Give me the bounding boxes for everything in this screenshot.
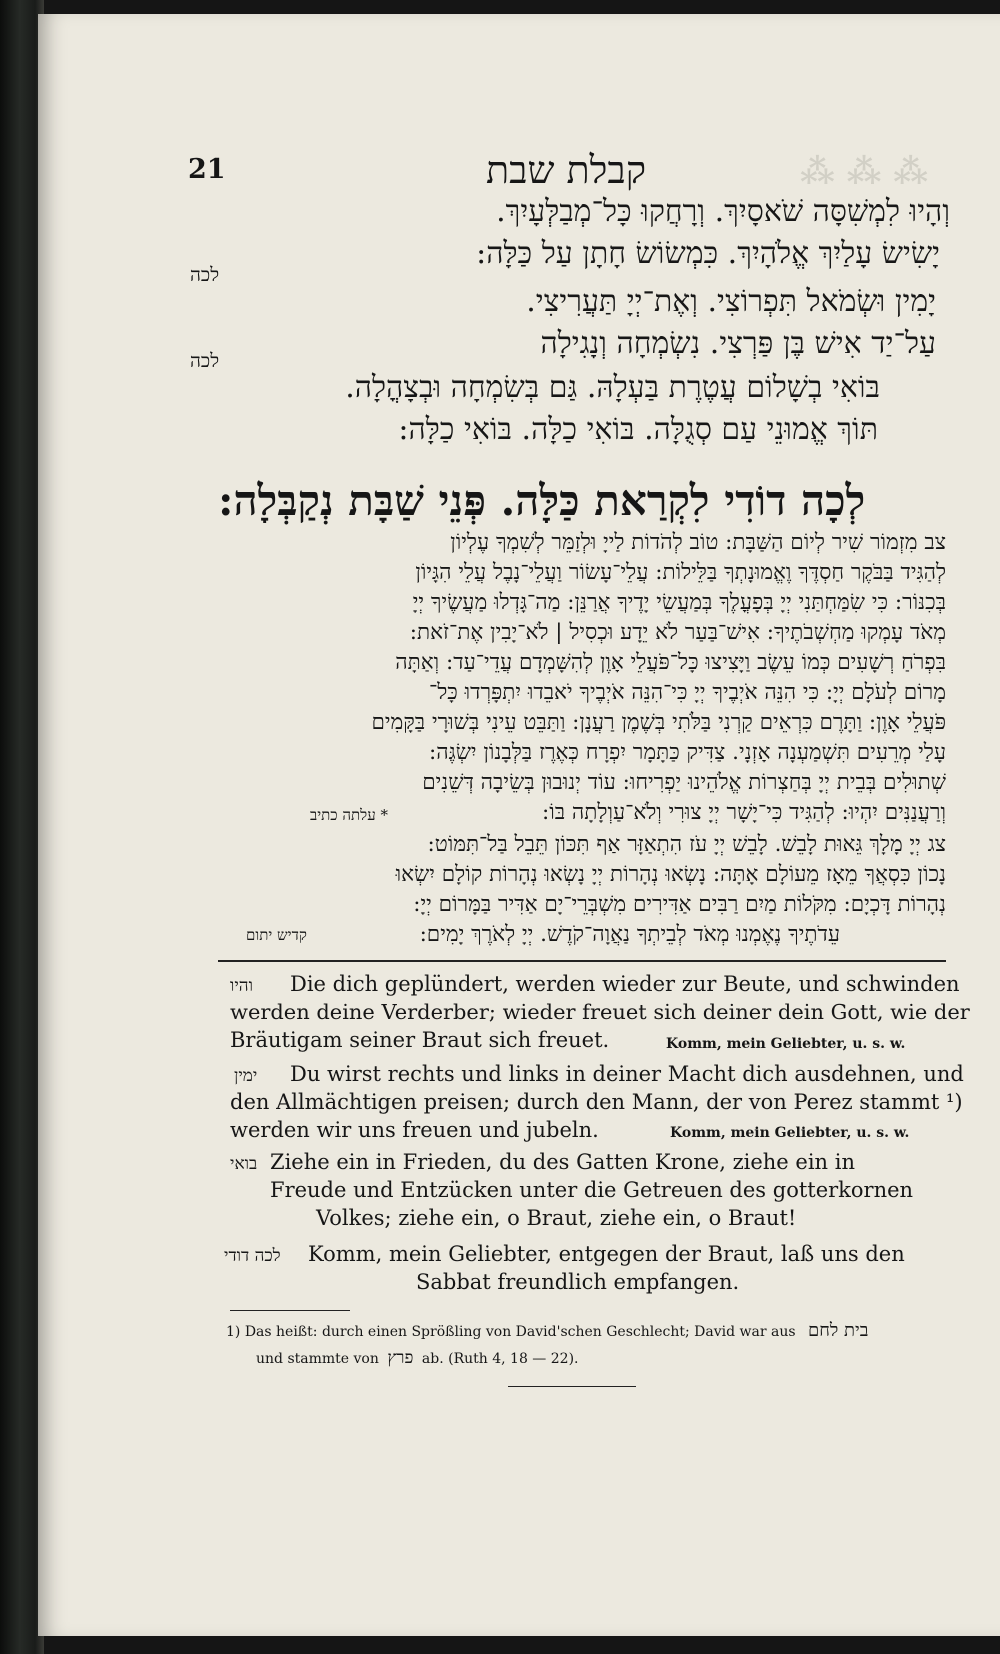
poem-line: בּוֹאִי בְשָׁלוֹם עֲטֶרֶת בַּעְלָהּ. גַּם בְּשִׂמְחָה וּבְצָהֳלָה. bbox=[345, 370, 880, 405]
section-divider bbox=[218, 960, 946, 962]
translation-heb-head: ימין bbox=[234, 1066, 258, 1086]
translation-line: Komm, mein Geliebter, entgegen der Braut, laß uns den bbox=[308, 1242, 905, 1266]
refrain-line: לְכָה דוֹדִי לִקְרַאת כַּלָּה. פְּנֵי שַׁבָּת נְקַבְּלָה: bbox=[218, 476, 866, 525]
poem-line: יָמִין וּשְׂמֹאל תִּפְרוֹצִי. וְאֶת־יְיָ תַּעֲרִיצִי. bbox=[526, 284, 936, 319]
book-page bbox=[38, 14, 1000, 1636]
footnote-hebrew: בית לחם bbox=[808, 1320, 869, 1341]
translation-line: Die dich geplündert, werden wieder zur Beute, und schwinden bbox=[290, 972, 960, 996]
psalm-line: בִּפְרֹחַ רְשָׁעִים כְּמוֹ עֵשֶׂב וַיָּצִיצוּ כָּל־פֹּעֲלֵי אָוֶן לְהִשָּׁמְדָם עֲדֵי־עַד: וְאַתָּה bbox=[395, 650, 946, 675]
poem-line: וְהָיוּ לִמְשִׁסָּה שֹׁאסָיִךְ. וְרָחֲקוּ כָּל־מְבַלְּעָיִךְ. bbox=[496, 194, 950, 229]
psalm-margin-note: * עלתה כתיב bbox=[310, 806, 388, 824]
refrain-note: Komm, mein Geliebter, u. s. w. bbox=[666, 1036, 906, 1052]
translation-heb-head: והיו bbox=[230, 976, 253, 996]
poem-line: תּוֹךְ אֱמוּנֵי עַם סְגֻלָּה. בּוֹאִי כַלָּה. בּוֹאִי כַלָּה: bbox=[398, 412, 878, 447]
psalm-line: מְאֹד עָמְקוּ מַחְשְׁבֹתֶיךָ: אִישׁ־בַּעַר לֹא יֵדָע וּכְסִיל | לֹא־יָבִין אֶת־זֹאת: bbox=[409, 620, 946, 645]
footnote-text bbox=[256, 1348, 578, 1368]
footnote-divider bbox=[230, 1310, 350, 1311]
psalm-line: וְרַעֲנַנִּים יִהְיוּ: לְהַגִּיד כִּי־יָשָׁר יְיָ צוּרִי וְלֹא־עַוְלָתָה בּוֹ: bbox=[541, 800, 946, 825]
poem-side-label: לכה bbox=[190, 264, 220, 286]
psalm-line: צג יְיָ מָלָךְ גֵּאוּת לָבֵשׁ. לָבֵשׁ יְיָ עֹז הִתְאַזָּר אַף תִּכּוֹן תֵּבֵל בַּל־תִּמּוֹט: bbox=[427, 832, 946, 857]
psalm-line: עָלַי מְרֵעִים תִּשְׁמַעְנָה אָזְנָי. צַדִּיק כַּתָּמָר יִפְרָח כְּאֶרֶז בַּלְּבָנוֹן יִשְׂגֶּה: bbox=[428, 740, 946, 765]
end-divider bbox=[508, 1386, 636, 1387]
footnote-line2b: ab. (Ruth 4, 18 — 22). bbox=[421, 1351, 579, 1367]
running-head: קבלת שבת bbox=[486, 148, 647, 192]
psalm-line: פֹּעֲלֵי אָוֶן: וַתָּרֶם כִּרְאֵים קַרְנִי בַּלֹּתִי בְּשֶׁמֶן רַעֲנָן: וַתַּבֵּט עֵינִי בְּשׁוּרָי בַּקָּמִים bbox=[371, 710, 946, 735]
poem-side-label: לכה bbox=[190, 350, 220, 372]
refrain-note: Komm, mein Geliebter, u. s. w. bbox=[670, 1125, 910, 1141]
footnote-text bbox=[226, 1320, 868, 1341]
footnote-line2a: und stammte von bbox=[256, 1351, 379, 1367]
psalm-line: בְּכִנּוֹר: כִּי שִׂמַּחְתַּנִי יְיָ בְּפָעֳלֶךָ בְּמַעֲשֵׂי יָדֶיךָ אֲרַנֵּן: מַה־גָּדְלוּ מַעֲשֶׂיךָ יְיָ bbox=[412, 590, 946, 615]
psalm-end-note: קדיש יתום bbox=[246, 926, 307, 944]
translation-line: Ziehe ein in Frieden, du des Gatten Krone, ziehe ein in bbox=[270, 1150, 855, 1174]
poem-line: יָשִׂישׂ עָלַיִךְ אֱלֹהָיִךְ. כִּמְשׂוֹשׂ חָתָן עַל כַּלָּה: bbox=[476, 236, 940, 271]
psalm-line: מָרוֹם לְעֹלָם יְיָ: כִּי הִנֵּה אֹיְבֶיךָ יְיָ כִּי־הִנֵּה אֹיְבֶיךָ יֹאבֵדוּ יִתְפָּרְדוּ כָּל־ bbox=[428, 680, 946, 705]
translation-line: Volkes; ziehe ein, o Braut, ziehe ein, o Braut! bbox=[316, 1206, 797, 1230]
show-through-text: ⁂ ⁂ ⁂ bbox=[799, 152, 928, 192]
translation-line: Du wirst rechts und links in deiner Macht dich ausdehnen, und bbox=[290, 1062, 964, 1086]
translation-heb-head: בואי bbox=[230, 1154, 258, 1174]
page-number: 21 bbox=[188, 154, 226, 185]
footnote-line1: 1) Das heißt: durch einen Sprößling von David'schen Geschlecht; David war aus bbox=[226, 1324, 796, 1340]
translation-line: Sabbat freundlich empfangen. bbox=[416, 1270, 740, 1294]
psalm-line: נְהָרוֹת דָּכְיָם: מִקֹּלוֹת מַיִם רַבִּים אַדִּירִים מִשְׁבְּרֵי־יָם אַדִּיר בַּמָּרוֹם יְיָ: bbox=[413, 892, 946, 917]
translation-heb-head: לכה דודי bbox=[224, 1246, 281, 1266]
psalm-line: נָכוֹן כִּסְאֲךָ מֵאָז מֵעוֹלָם אָתָּה: נָשְׂאוּ נְהָרוֹת יְיָ נָשְׂאוּ נְהָרוֹת קוֹלָם יִשְׂאוּ bbox=[395, 862, 946, 887]
translation-line: Freude und Entzücken unter die Getreuen des gotterkornen bbox=[270, 1178, 914, 1202]
poem-line: עַל־יַד אִישׁ בֶּן פַּרְצִי. נִשְׂמְחָה וְנָגִילָה bbox=[540, 326, 936, 361]
translation-line: den Allmächtigen preisen; durch den Mann, der von Perez stammt ¹) bbox=[230, 1090, 963, 1114]
psalm-line: לְהַגִּיד בַּבֹּקֶר חַסְדֶּךָ וֶאֱמוּנָתְךָ בַּלֵּילוֹת: עֲלֵי־עָשׂוֹר וַעֲלֵי־נָבֶל עֲלֵי הִגָּיוֹן bbox=[415, 560, 946, 585]
translation-line: werden wir uns freuen und jubeln. bbox=[230, 1118, 599, 1142]
translation-line: Bräutigam seiner Braut sich freuet. bbox=[230, 1028, 610, 1052]
psalm-line: עֵדֹתֶיךָ נֶאֶמְנוּ מְאֹד לְבֵיתְךָ נַאֲוָה־קֹדֶשׁ. יְיָ לְאֹרֶךְ יָמִים: bbox=[419, 922, 840, 947]
translation-line: werden deine Verderber; wieder freuet sich deiner dein Gott, wie der bbox=[230, 1000, 970, 1024]
footnote-hebrew: פרץ bbox=[387, 1348, 414, 1368]
psalm-line: צב מִזְמוֹר שִׁיר לְיוֹם הַשַּׁבָּת: טוֹב לְהֹדוֹת לַייָ וּלְזַמֵּר לְשִׁמְךָ עֶלְיוֹן bbox=[450, 530, 946, 555]
psalm-line: שְׁתוּלִים בְּבֵית יְיָ בְּחַצְרוֹת אֱלֹהֵינוּ יַפְרִיחוּ: עוֹד יְנוּבוּן בְּשֵׂיבָה דְּשֵׁנִים bbox=[422, 770, 946, 795]
